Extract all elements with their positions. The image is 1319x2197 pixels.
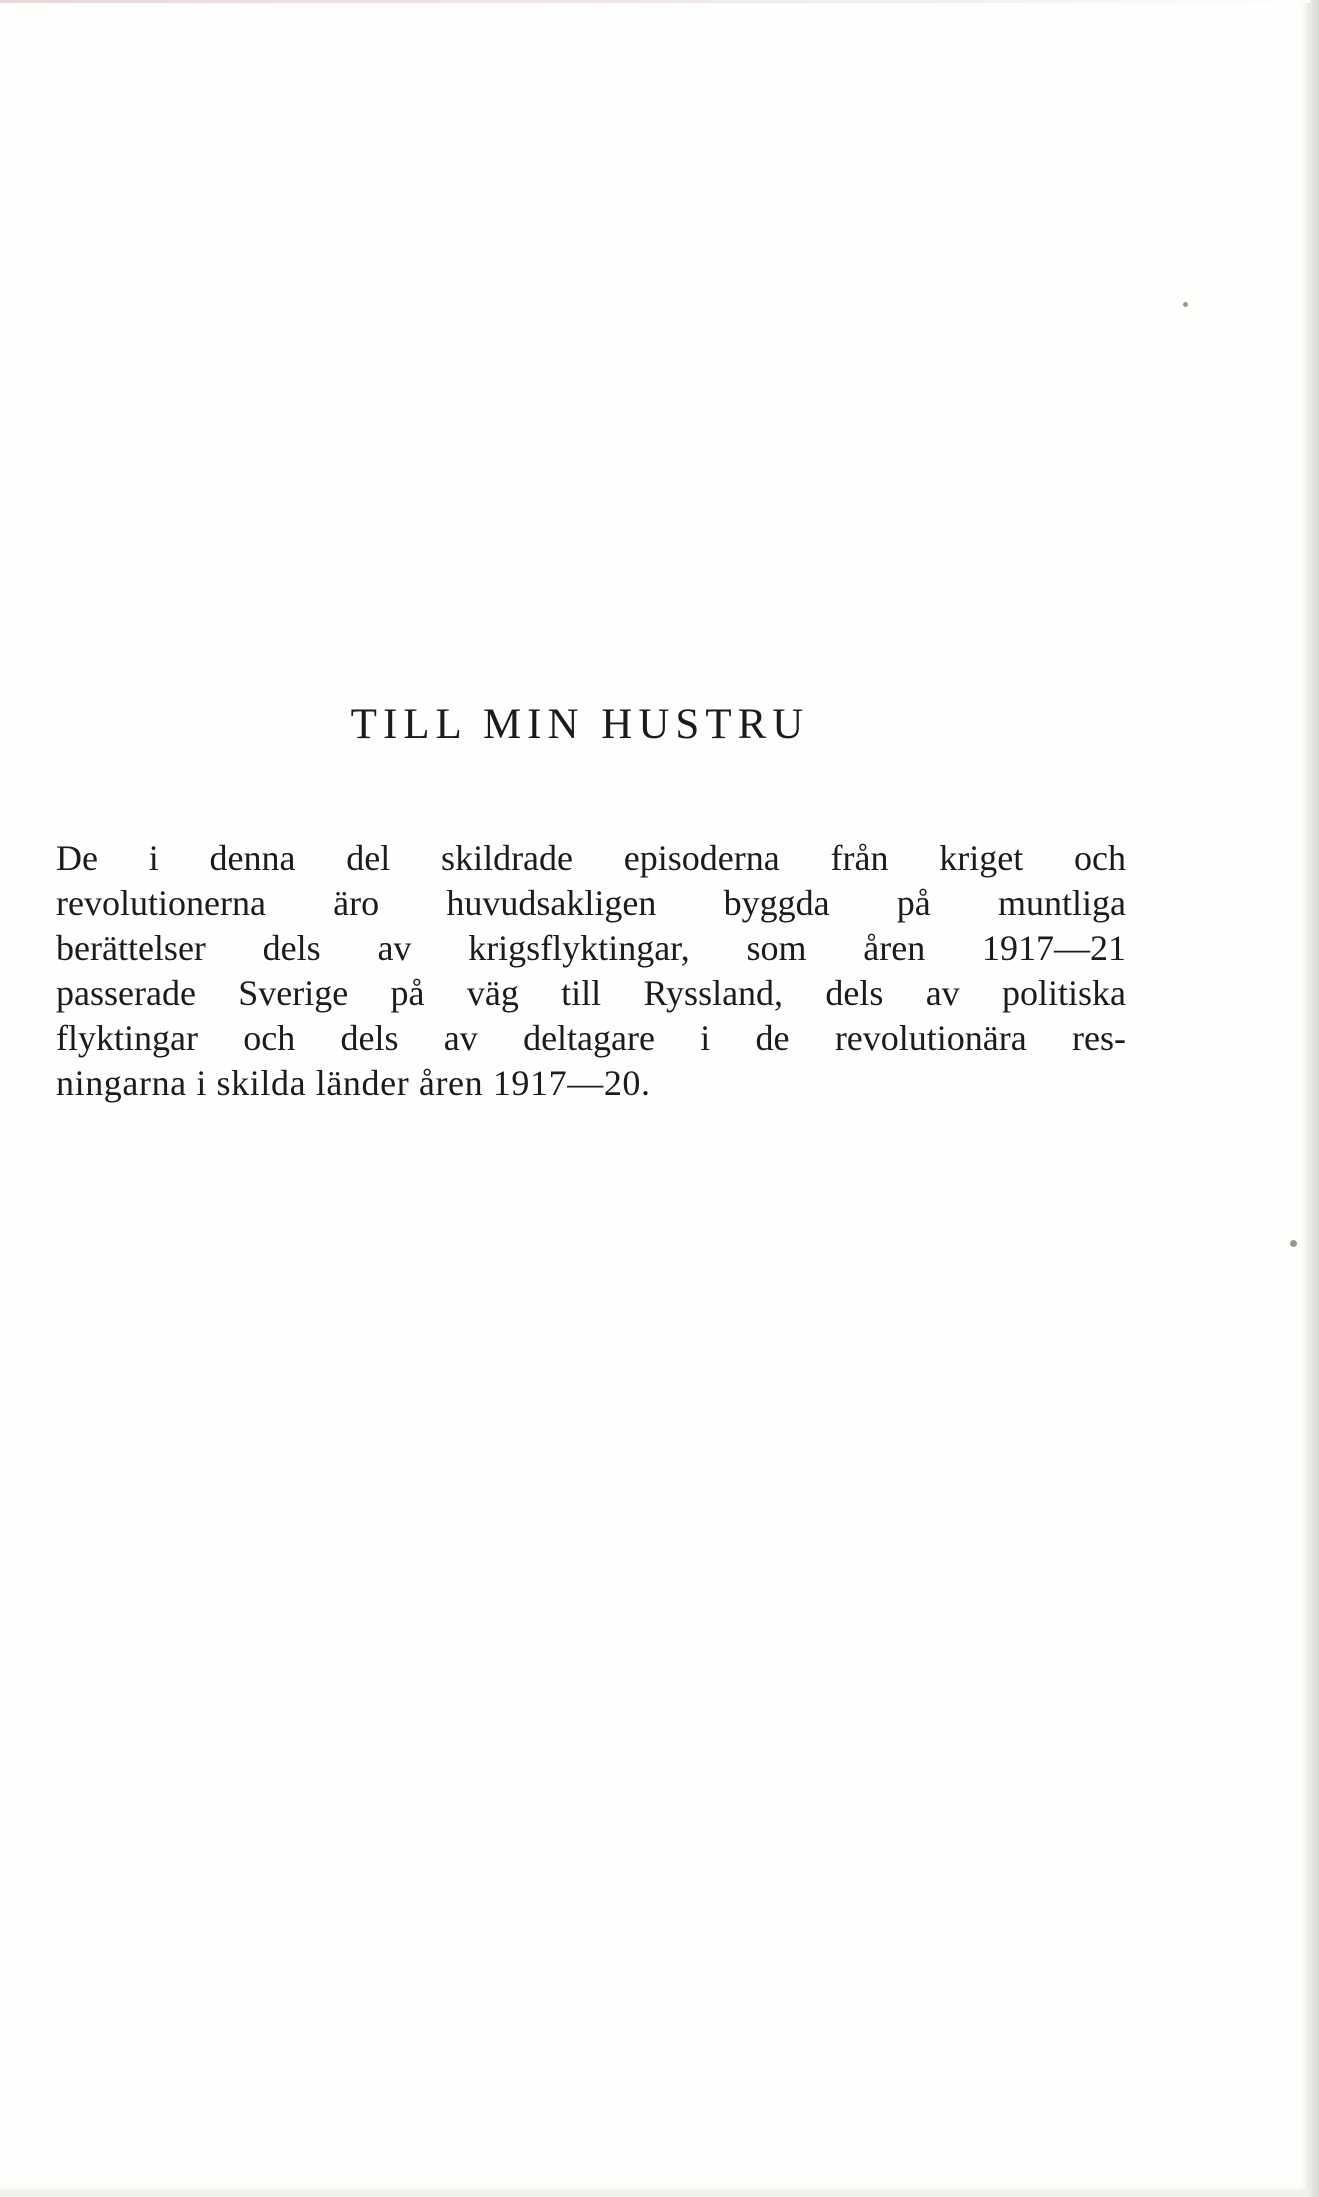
- note-line: flyktingar och dels av deltagare i de revolutionära res-: [56, 1018, 1126, 1058]
- page-right-edge: [1310, 0, 1319, 2197]
- note-line: revolutionerna äro huvudsakligen byggda på muntliga: [56, 883, 1126, 923]
- paper-speck: [1183, 302, 1188, 307]
- prefatory-note: [56, 836, 1126, 1106]
- dedication-heading: TILL MIN HUSTRU: [350, 701, 810, 748]
- note-line: passerade Sverige på väg till Ryssland, dels av politiska: [56, 973, 1126, 1013]
- page-top-edge: [0, 0, 1310, 3]
- note-line: De i denna del skildrade episoderna från kriget och: [56, 838, 1126, 878]
- note-line: ningarna i skilda länder åren 1917—20.: [56, 1063, 651, 1103]
- paper-speck: [1290, 1240, 1297, 1247]
- note-line: berättelser dels av krigsflyktingar, som åren 1917—21: [56, 928, 1126, 968]
